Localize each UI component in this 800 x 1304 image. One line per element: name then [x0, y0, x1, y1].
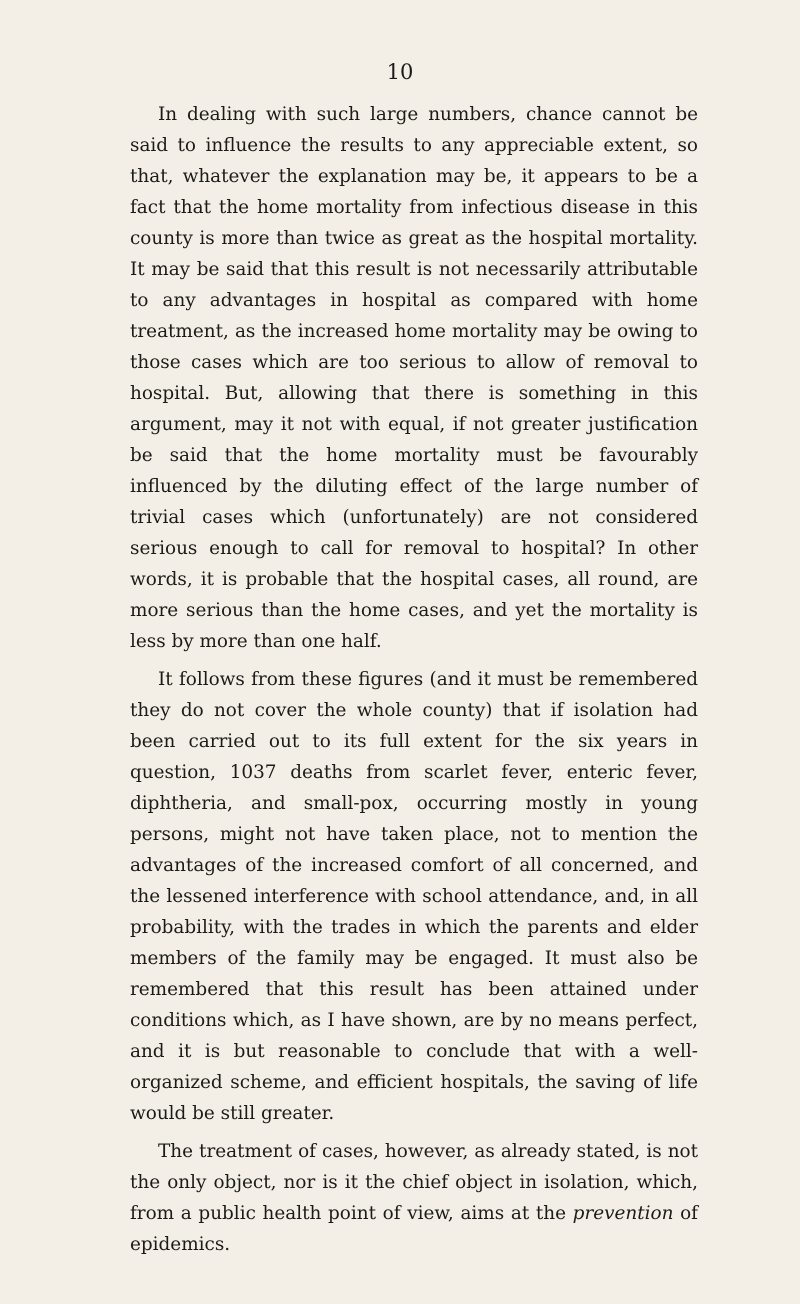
paragraph-3-emphasis: prevention [572, 1203, 674, 1224]
paragraph-3 [130, 1136, 698, 1260]
paragraph-3-text-before: The treatment of cases, however, as already stated, is not the only object, nor is it the chief object in isolation, which, from a public health point of view, aims at the [130, 1141, 698, 1224]
body-text [130, 99, 698, 1260]
paragraph-2: It follows from these figures (and it must be remembered they do not cover the whole county) that if isolation had been carried out to its full extent for the six years in question, 1037 deaths from scarlet fever, enteric fever, diphtheria, and small-pox, occurring mostly in young persons, might not have taken place, not to mention the advantages of the increased comfort of all concerned, and the lessened interference with school attendance, and, in all probability, with the trades in which the parents and elder members of the family may be engaged. It must also be remembered that this result has been attained under conditions which, as I have shown, are by no means perfect, and it is but reasonable to conclude that with a well-organized scheme, and efficient hospitals, the saving of life would be still greater. [130, 669, 698, 1124]
page-number: 10 [386, 60, 414, 84]
paragraph-3-text-after: of epidemics. [130, 1203, 698, 1255]
paragraph-1: In dealing with such large numbers, chance cannot be said to influence the results to any appreciable extent, so that, whatever the explanation may be, it appears to be a fact that the home mortality from infectious disease in this county is more than twice as great as the hospital mortality. It may be said that this result is not necessarily attributable to any advantages in hospital as compared with home treatment, as the increased home mortality may be owing to those cases which are too serious to allow of removal to hospital. But, allowing that there is something in this argument, may it not with equal, if not greater justification be said that the home mortality must be favourably influenced by the diluting effect of the large number of trivial cases which (unfortunately) are not considered serious enough to call for removal to hospital? In other words, it is probable that the hospital cases, all round, are more serious than the home cases, and yet the mortality is less by more than one half. [130, 104, 698, 652]
